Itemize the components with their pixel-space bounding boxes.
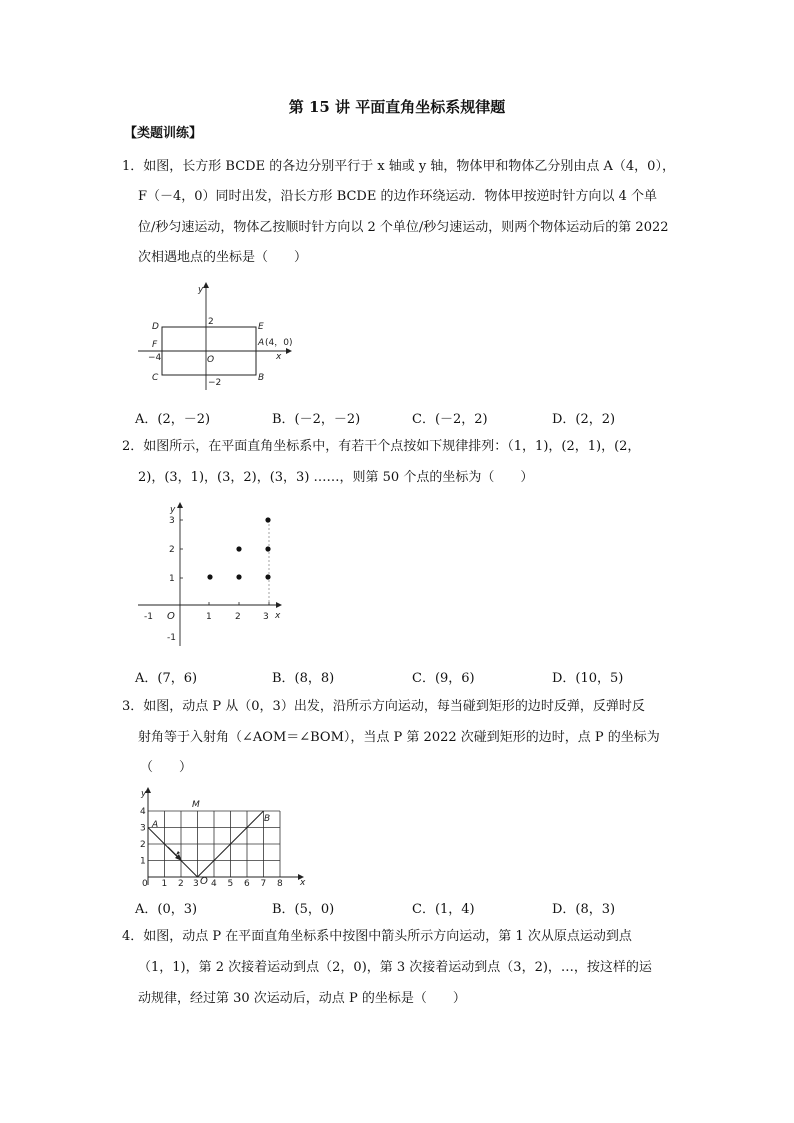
fig2-tick-y: 2 [169,545,175,555]
fig3-y-label: y [141,789,147,799]
fig3-tick-x: 3 [193,879,199,889]
fig2-tick-y: -1 [167,633,176,643]
fig1-y-label: y [198,285,204,295]
fig3-x-label: x [300,878,306,888]
fig1-point-F: F [152,340,158,350]
fig3-tick-x: 7 [260,879,267,889]
fig3-tick-x: 5 [227,879,234,889]
fig1-point-E: E [258,322,264,332]
question-1-figure [136,280,306,392]
fig2-y-label: y [170,505,176,515]
fig2-point [207,574,212,579]
fig3-tick-y: 1 [140,856,146,867]
fig2-point [265,574,270,579]
question-3-line: 3．如图，动点 P 从（0，3）出发，沿所示方向运动，每当碰到矩形的边时反弹，反弹时反 [122,699,645,714]
option-a[interactable]: A．(7，6) [135,671,198,686]
question-4-line: 动规律，经过第 30 次运动后，动点 P 的坐标是（ ） [138,991,466,1006]
fig3-tick-x: 1 [161,879,168,889]
fig3-point-A: A [152,820,159,830]
option-c[interactable]: C．(1，4) [412,902,475,917]
question-2-figure [136,498,286,648]
page-title: 第 15 讲 平面直角坐标系规律题 [288,98,506,116]
option-b[interactable]: B．(5，0) [272,902,335,917]
fig3-point-B: B [264,814,271,824]
fig2-tick-x: 1 [206,612,212,622]
fig1-origin: O [207,355,215,365]
option-d[interactable]: D．(2，2) [552,412,616,427]
fig2-tick-x: -1 [144,612,153,622]
fig3-tick-y: 2 [140,840,146,850]
fig1-point-C: C [152,373,159,383]
fig2-tick-x: 3 [263,612,269,622]
question-1-line: 位/秒匀速运动，物体乙按顺时针方向以 2 个单位/秒匀速运动，则两个物体运动后的第 2022 [138,220,669,235]
option-b[interactable]: B．(－2，－2) [272,412,361,427]
fig3-tick-x: 0 [142,879,148,889]
option-c[interactable]: C．(－2，2) [412,412,488,427]
question-1-line: 次相遇地点的坐标是（ ） [138,250,308,265]
fig2-origin: O [167,611,175,622]
option-c[interactable]: C．(9，6) [412,671,475,686]
fig2-point [265,517,270,522]
fig3-tick-x: 2 [178,879,184,889]
fig1-tick-minus4: −4 [148,353,162,363]
question-4-line: 4．如图，动点 P 在平面直角坐标系中按图中箭头所示方向运动，第 1 次从原点运动到点 [122,929,632,944]
option-b[interactable]: B．(8，8) [272,671,335,686]
question-3-line: 射角等于入射角（∠AOM＝∠BOM），当点 P 第 2022 次碰到矩形的边时，点 P 的坐标为 [138,730,660,745]
fig2-tick-x: 2 [235,612,241,622]
question-4-line: （1，1)，第 2 次接着运动到点（2，0)，第 3 次接着运动到点（3，2)，…，按这样的运 [138,960,652,975]
fig3-tick-x: 6 [244,879,250,889]
question-1-line: F（－4，0）同时出发，沿长方形 BCDE 的边作环绕运动．物体甲按逆时针方向以 4 个单 [138,189,658,204]
fig1-tick-minus2: −2 [208,378,222,388]
fig1-point-A: A [258,338,265,348]
option-d[interactable]: D．(10，5) [552,671,624,686]
fig2-x-label: x [275,611,281,621]
fig3-tick-x: 8 [277,879,283,889]
fig1-point-D: D [152,322,159,332]
option-a[interactable]: A．(2，－2) [135,412,211,427]
fig1-x-label: x [276,352,282,362]
option-d[interactable]: D．(8，3) [552,902,616,917]
fig3-origin: O [200,876,208,887]
fig3-tick-y: 4 [140,807,146,817]
fig1-point-B: B [258,373,265,383]
fig3-point-M: M [192,800,200,810]
fig2-point [265,546,270,551]
fig1-tick-2: 2 [208,317,214,327]
option-a[interactable]: A．(0，3) [135,902,198,917]
fig2-point [236,574,241,579]
question-1-line: 1．如图，长方形 BCDE 的各边分别平行于 x 轴或 y 轴，物体甲和物体乙分别由点 A（4，0）， [122,159,675,174]
fig3-tick-x: 4 [211,879,217,889]
fig1-point-A-coord: (4，0) [265,338,293,348]
question-2-line: 2．如图所示，在平面直角坐标系中，有若干个点按如下规律排列：（1，1)，(2，1)，(2， [122,439,641,454]
question-2-line: 2)，(3，1)，(3，2)，(3，3) ……，则第 50 个点的坐标为（ ） [138,470,534,485]
section-tag: 【类题训练】 [124,126,203,141]
fig3-tick-y: 3 [140,823,146,834]
fig2-tick-y: 1 [169,574,175,584]
question-3-figure [136,785,311,890]
fig2-point [236,546,241,551]
fig2-tick-y: 3 [169,516,175,526]
question-3-line: （ ） [140,760,193,775]
